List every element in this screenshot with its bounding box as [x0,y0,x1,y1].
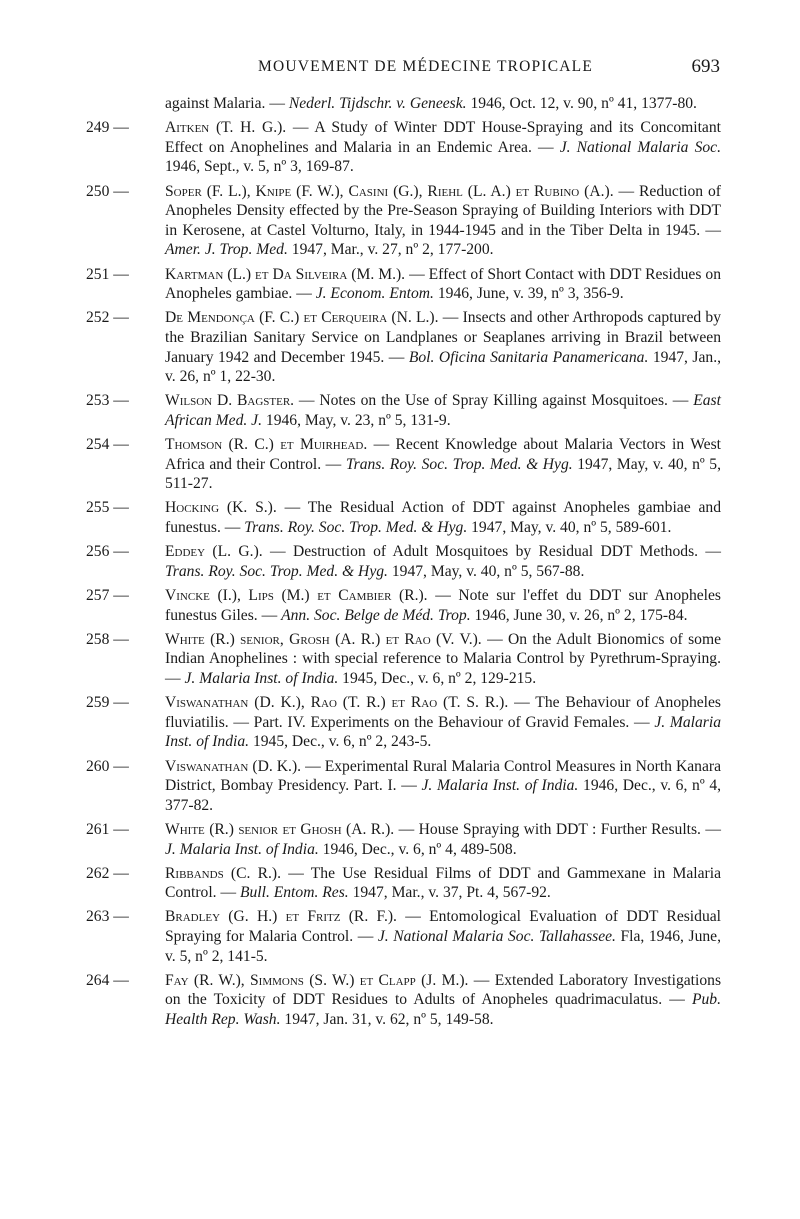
reference-source: J. Malaria Inst. of India. [165,840,319,858]
reference-title: — A Study of Winter DDT House-Spraying and its Concomitant Effect on Anophelines and Malaria in an Endemic Area. — [165,119,721,156]
reference-entry [0,308,800,386]
reference-entry [0,391,800,430]
reference-source: Bull. Entom. Res. [239,884,349,902]
reference-source: J. Malaria Inst. of India. [184,669,339,687]
reference-authors: Kartman (L.) et Da Silveira (M. M.). [165,265,406,283]
reference-entry [0,693,800,752]
reference-text [165,586,721,625]
reference-source: Trans. Roy. Soc. Trop. Med. & Hyg. [165,562,388,580]
reference-details: 1946, June 30, v. 26, nº 2, 175-84. [474,606,688,624]
reference-entry [0,820,800,859]
reference-authors: Eddey (L. G.). [165,543,263,561]
reference-number: 258 — [86,630,129,648]
reference-details: 1946, Dec., v. 6, nº 4, 489-508. [322,840,517,858]
reference-text [165,265,721,304]
reference-number: 249 — [86,119,129,137]
reference-entry [0,435,800,494]
reference-source: J. Econom. Entom. [315,285,434,303]
reference-details: 1947, Mar., v. 37, Pt. 4, 567-92. [352,884,551,902]
reference-source: Amer. J. Trop. Med. [165,241,288,259]
reference-title: — Experimental Rural Malaria Control Measures in North Kanara District, Bombay Presidency. Part. I. — [165,757,722,795]
reference-source: J. Malaria Inst. of India. [421,777,579,795]
reference-title: — The Use Residual Films of DDT and Gammexane in Malaria Control. — [165,864,721,902]
reference-source: Ann. Soc. Belge de Méd. Trop. [281,606,471,624]
reference-text [165,391,721,430]
reference-authors: White (R.) senior et Ghosh (A. R.). [165,820,395,838]
reference-source: J. National Malaria Soc. [559,138,721,156]
reference-title: — Insects and other Arthropods captured by the Brazilian Sanitary Service on Landplanes or Seaplanes arriving in Brazil between January 1942 and December 1945. — [165,309,721,366]
reference-entry [0,498,800,537]
reference-number: 260 — [86,757,129,775]
reference-entry [0,265,800,304]
reference-details: 1947, May, v. 40, nº 5, 567-88. [391,562,585,580]
reference-title: — The Residual Action of DDT against Anopheles gambiae and funestus. — [165,499,721,537]
reference-authors: Viswanathan (D. K.). [165,757,302,775]
running-head-title: MOUVEMENT DE MÉDECINE TROPICALE [258,58,593,75]
reference-details: 1946, Dec., v. 6, nº 4, 377-82. [165,777,722,814]
reference-source: Bol. Oficina Sanitaria Panamericana. [408,348,649,366]
reference-authors: Ribbands (C. R.). [165,864,282,882]
reference-source: J. Malaria Inst. of India. [165,713,721,751]
reference-title: — Destruction of Adult Mosquitoes by Residual DDT Methods. — [270,543,721,561]
reference-title: — Notes on the Use of Spray Killing against Mosquitoes. — [298,392,689,410]
reference-title: — Note sur l'effet du DDT sur Anopheles funestus Giles. — [165,587,721,624]
reference-title: — The Behaviour of Anopheles fluviatilis. — Part. IV. Experiments on the Behaviour of Gravid Females. — [165,694,721,731]
reference-authors: Aitken (T. H. G.). [165,119,287,137]
reference-number: 252 — [86,309,129,327]
reference-entry [0,907,800,966]
reference-number: 250 — [86,182,129,200]
reference-title: — Recent Knowledge about Malaria Vectors in West Africa and their Control. — [165,436,721,473]
reference-text [165,693,721,752]
reference-title: — House Spraying with DDT : Further Results. — [398,820,721,838]
page-number: 693 [691,56,720,77]
running-header [0,58,800,82]
reference-authors: Fay (R. W.), Simmons (S. W.) et Clapp (J. M.). [165,971,469,989]
reference-details: 1946, June, v. 39, nº 3, 356-9. [437,285,624,303]
reference-source: Trans. Roy. Soc. Trop. Med. & Hyg. [244,519,468,537]
reference-text [165,542,721,581]
reference-number: 253 — [86,392,129,410]
reference-text [165,630,721,689]
reference-details: 1947, May, v. 40, nº 5, 589-601. [471,519,672,537]
reference-authors: White (R.) senior, Grosh (A. R.) et Rao (V. V.). [165,630,482,648]
reference-text [165,435,721,494]
reference-authors: Soper (F. L.), Knipe (F. W.), Casini (G.), Riehl (L. A.) et Rubino (A.). [165,182,614,200]
reference-number: 259 — [86,694,129,712]
reference-entry [0,630,800,689]
reference-entry [0,182,800,260]
reference-authors: Hocking (K. S.). [165,499,277,517]
reference-details: 1945, Dec., v. 6, nº 2, 129-215. [342,669,537,687]
reference-title: — Effect of Short Contact with DDT Residues on Anopheles gambiae. — [165,265,721,303]
reference-details: 1946, Sept., v. 5, nº 3, 169-87. [165,158,354,176]
reference-details: 1947, Jan. 31, v. 62, nº 5, 149-58. [284,1011,494,1029]
reference-text [165,498,721,537]
reference-number: 261 — [86,820,129,838]
reference-number: 256 — [86,543,129,561]
reference-details: 1947, May, v. 40, nº 5, 511-27. [165,455,721,493]
reference-number: 251 — [86,265,129,283]
reference-details: 1946, Oct. 12, v. 90, nº 41, 1377-80. [470,95,697,112]
reference-authors: Viswanathan (D. K.), Rao (T. R.) et Rao (T. S. R.). [165,694,509,712]
reference-title: against Malaria. — [165,95,285,112]
reference-number: 262 — [86,864,129,882]
reference-authors: Bradley (G. H.) et Fritz (R. F.). [165,908,397,926]
reference-text [165,971,721,1030]
reference-title: — Reduction of Anopheles Density effected by the Pre-Season Spraying of Building Interiors with DDT in Kerosene, at Castel Volturno, Italy, in 1944-1945 and in the Tiber Delta in 1945. — [165,182,721,239]
reference-authors: De Mendonça (F. C.) et Cerqueira (N. L.). [165,309,439,327]
reference-details: 1947, Mar., v. 27, nº 2, 177-200. [291,241,494,259]
reference-entry [0,864,800,903]
reference-authors: Vincke (I.), Lips (M.) et Cambier (R.). [165,587,428,604]
reference-number: 263 — [86,908,129,926]
reference-text [165,118,721,177]
reference-entry [0,542,800,581]
reference-details: 1946, May, v. 23, nº 5, 131-9. [265,411,451,429]
reference-number: 257 — [86,587,129,604]
reference-source: Nederl. Tijdschr. v. Geneesk. [288,95,467,112]
reference-list [0,94,800,1034]
reference-title: — On the Adult Bionomics of some Indian Anophelines : with special reference to Malaria Control by Pyrethrum-Spraying. — [165,630,722,687]
reference-entry [0,757,800,816]
reference-source: Pub. Health Rep. Wash. [165,991,722,1029]
reference-source: East African Med. J. [165,392,721,429]
reference-text [165,864,721,903]
reference-authors: Wilson D. Bagster. [165,392,295,410]
reference-text [165,308,721,386]
reference-entry [0,118,800,177]
reference-details: 1945, Dec., v. 6, nº 2, 243-5. [252,733,432,751]
reference-source: Trans. Roy. Soc. Trop. Med. & Hyg. [345,455,573,473]
reference-title: — Entomological Evaluation of DDT Residual Spraying for Malaria Control. — [165,908,721,946]
reference-authors: Thomson (R. C.) et Muirhead. [165,436,368,454]
reference-entry [0,586,800,625]
reference-text [165,757,721,816]
reference-number: 264 — [86,971,129,989]
reference-text [165,820,721,859]
reference-number: 255 — [86,499,129,517]
reference-entry [0,971,800,1030]
reference-entry [0,94,800,114]
reference-number: 254 — [86,436,129,454]
reference-title: — Extended Laboratory Investigations on the Toxicity of DDT Residues to Adults of Anopheles quadrimaculatus. — [165,971,722,1009]
reference-details: Fla, 1946, June, v. 5, nº 2, 141-5. [165,928,721,965]
reference-text [165,182,721,260]
reference-details: 1947, Jan., v. 26, nº 1, 22-30. [165,348,721,386]
reference-text [165,907,721,966]
reference-source: J. National Malaria Soc. Tallahassee. [377,928,616,946]
reference-text [165,94,721,114]
